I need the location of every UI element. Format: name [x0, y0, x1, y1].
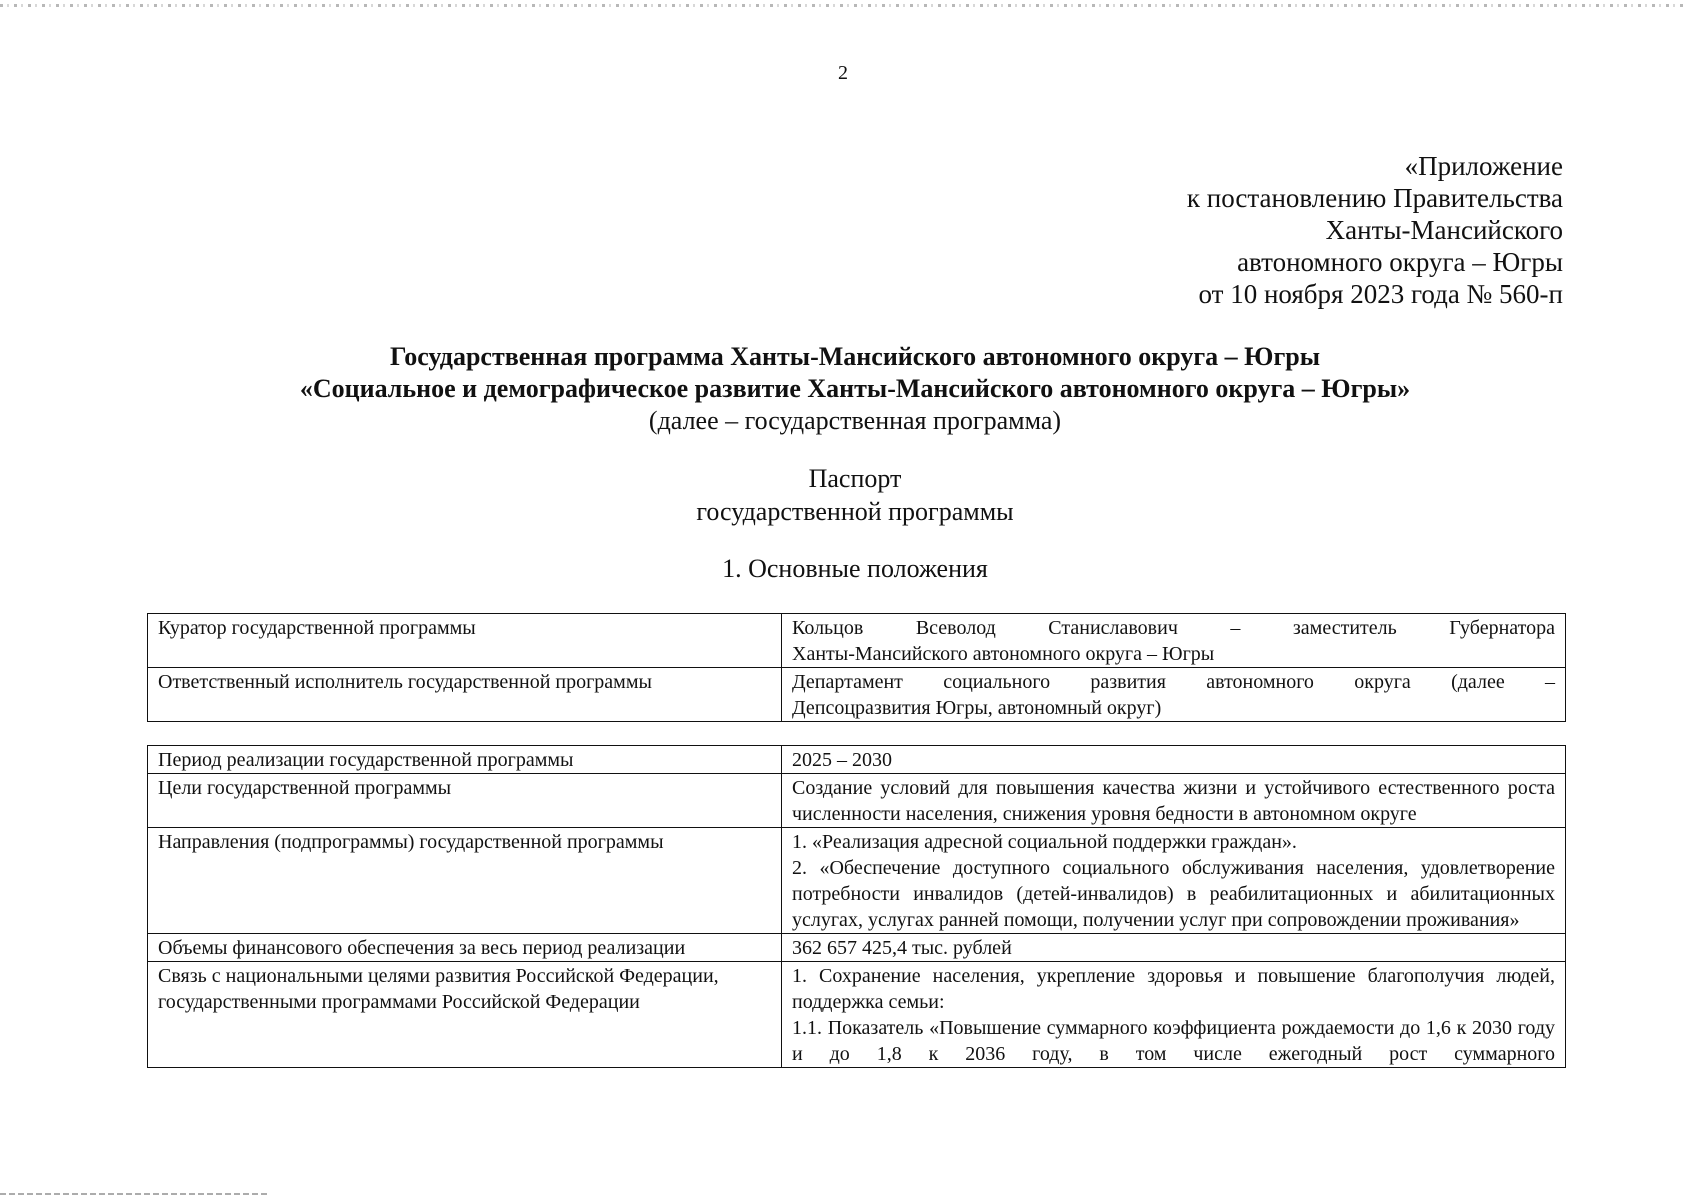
row-label: Объемы финансового обеспечения за весь период реализации	[148, 934, 782, 962]
appendix-line: Ханты-Мансийского	[1325, 215, 1563, 245]
row-value	[782, 828, 1566, 934]
row-label: Связь с национальными целями развития Российской Федерации, государственными программами Российской Федерации	[148, 962, 782, 1068]
appendix-line: автономного округа – Югры	[1237, 247, 1563, 277]
passport-table-2	[147, 745, 1566, 1068]
passport-line1: Паспорт	[808, 464, 902, 493]
row-value	[782, 934, 1566, 962]
table-row	[148, 746, 1566, 774]
appendix-line: от 10 ноября 2023 года № 560-п	[1198, 279, 1563, 309]
row-value	[782, 668, 1566, 722]
row-label: Куратор государственной программы	[148, 614, 782, 668]
value-line: Создание условий для повышения качества жизни и устойчивого естественного роста численности населения, снижения уровня бедности в автономном округе	[792, 777, 1555, 825]
value-line: 1. Сохранение населения, укрепление здоровья и повышение благополучия людей, поддержка семьи:	[792, 965, 1555, 1013]
scan-edge-top	[0, 4, 1686, 7]
value-line: Кольцов Всеволод Станиславович – заместитель Губернатора	[792, 617, 1555, 639]
value-line: 2025 – 2030	[792, 749, 892, 771]
value-line: 2. «Обеспечение доступного социального обслуживания населения, удовлетворение потребности инвалидов (детей-инвалидов) в реабилитационных и абилитационных услугах, услугах ранней помощи, получении услуг при сопровождении проживания»	[792, 857, 1555, 931]
page-number: 2	[838, 62, 848, 84]
row-value	[782, 962, 1566, 1068]
row-value	[782, 614, 1566, 668]
row-label: Направления (подпрограммы) государственной программы	[148, 828, 782, 934]
appendix-block	[963, 150, 1563, 310]
table-row	[148, 614, 1566, 668]
row-label: Ответственный исполнитель государственной программы	[148, 668, 782, 722]
value-line: Депсоцразвития Югры, автономный округ)	[792, 697, 1162, 719]
passport-line2: государственной программы	[696, 497, 1014, 526]
program-title-line3: (далее – государственная программа)	[648, 406, 1062, 435]
table-row	[148, 668, 1566, 722]
table-row	[148, 828, 1566, 934]
section-title: 1. Основные положения	[722, 554, 988, 583]
table-row	[148, 774, 1566, 828]
program-title-line1: Государственная программа Ханты-Мансийского автономного округа – Югры	[389, 342, 1321, 371]
passport-table-1	[147, 613, 1566, 722]
row-value	[782, 774, 1566, 828]
table-row	[148, 934, 1566, 962]
value-line: Департамент социального развития автономного округа (далее –	[792, 671, 1555, 693]
value-line: Ханты-Мансийского автономного округа – Югры	[792, 643, 1215, 665]
value-line: 1. «Реализация адресной социальной поддержки граждан».	[792, 831, 1297, 853]
passport-heading	[150, 462, 1560, 528]
row-label: Период реализации государственной программы	[148, 746, 782, 774]
table-row	[148, 962, 1566, 1068]
appendix-line: «Приложение	[1404, 151, 1563, 181]
appendix-line: к постановлению Правительства	[1186, 183, 1563, 213]
row-label: Цели государственной программы	[148, 774, 782, 828]
program-title-line2: «Социальное и демографическое развитие Ханты-Мансийского автономного округа – Югры»	[299, 374, 1411, 403]
program-title	[150, 341, 1560, 437]
scan-edge-bottom	[0, 1193, 270, 1195]
value-line: 362 657 425,4 тыс. рублей	[792, 937, 1012, 959]
value-line: 1.1. Показатель «Повышение суммарного коэффициента рождаемости до 1,6 к 2030 году и до 1,8 к 2036 году, в том числе ежегодный рост суммарного	[792, 1017, 1555, 1065]
row-value	[782, 746, 1566, 774]
